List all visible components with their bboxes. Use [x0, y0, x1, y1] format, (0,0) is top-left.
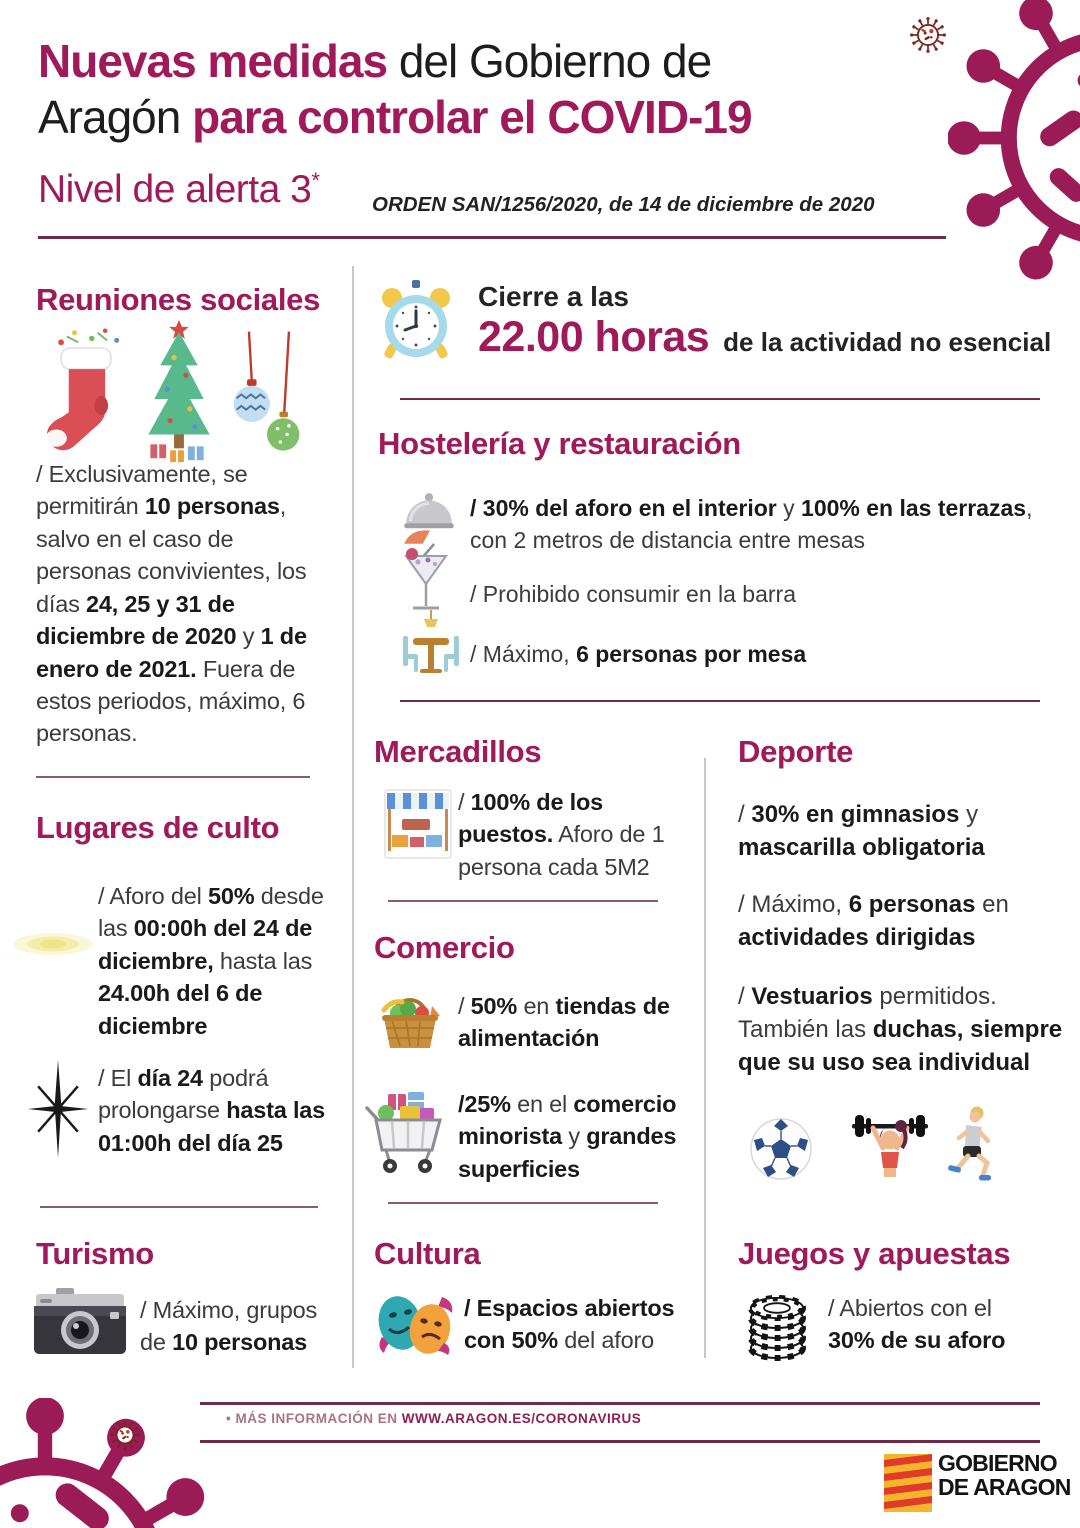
section-title-juegos: Juegos y apuestas [738, 1236, 1011, 1271]
alert-asterisk: * [311, 168, 320, 193]
section-title-cultura: Cultura [374, 1236, 481, 1271]
title-accent-1: Nuevas medidas [38, 35, 388, 87]
runner-icon [938, 1104, 1002, 1186]
juegos-item-1: / Abiertos con el 30% de su aforo [828, 1295, 1006, 1354]
logo-line-1: GOBIERNO [938, 1450, 1057, 1476]
ornaments-icon [228, 330, 308, 476]
page-title [38, 34, 752, 145]
christmas-stocking-icon [40, 320, 132, 470]
serving-cloche-icon [398, 488, 460, 550]
title-rest-1: del Gobierno de [387, 35, 712, 87]
section-title-comercio: Comercio [374, 930, 515, 965]
camera-icon [30, 1286, 130, 1360]
market-stall-icon [384, 788, 452, 860]
aragon-flag-icon [884, 1454, 932, 1512]
closure-time: 22.00 horas [478, 313, 710, 361]
footer-info-prefix: MÁS INFORMACIÓN EN [235, 1411, 398, 1426]
column-divider [352, 266, 354, 1368]
deporte-item-3: / Vestuarios permitidos. También las duchas, siempre que su uso sea individual [738, 983, 1063, 1077]
cultura-item-1: / Espacios abiertos con 50% del aforo [464, 1295, 675, 1354]
closure-block [478, 281, 1051, 362]
reuniones-text: / Exclusivamente, se permitirán 10 personas, salvo en el caso de personas convivientes, los días 24, 25 y 31 de diciembre de 2020 y 1 de enero de 2021. Fuera de estos periodos, máximo, 6 personas. [36, 461, 307, 747]
divider [400, 398, 1040, 400]
section-title-deporte: Deporte [738, 734, 854, 769]
star-icon [24, 1058, 92, 1160]
hosteleria-item-3: / Máximo, 6 personas por mesa [470, 641, 807, 667]
virus-outline-icon [106, 1416, 144, 1454]
section-title-turismo: Turismo [36, 1236, 154, 1271]
title-rest-2: Aragón [38, 90, 193, 143]
section-title-mercadillos: Mercadillos [374, 734, 542, 769]
divider [40, 1206, 318, 1208]
mercadillos-item-1: / 100% de los puestos. Aforo de 1 persona cada 5M2 [458, 789, 665, 880]
closure-suffix: de la actividad no esencial [723, 327, 1052, 357]
theater-masks-icon [372, 1284, 460, 1364]
deporte-item-2: / Máximo, 6 personas en actividades dirigidas [738, 891, 1009, 952]
government-logo-text [938, 1452, 1071, 1499]
turismo-item-1: / Máximo, grupos de 10 personas [140, 1297, 318, 1356]
title-accent-2: para controlar el COVID-19 [192, 90, 752, 143]
hosteleria-item-1: / 30% del aforo en el interior y 100% en las terrazas, con 2 metros de distancia entre mesas [470, 495, 1033, 554]
logo-line-2: DE ARAGON [938, 1473, 1071, 1500]
culto-item-1: / Aforo del 50% desde las 00:00h del 24 de diciembre, hasta las 24.00h del 6 de diciembre [98, 883, 324, 1039]
shopping-cart-icon [362, 1086, 454, 1182]
table-chairs-icon [390, 610, 472, 684]
alert-level: Nivel de alerta 3* [38, 168, 320, 211]
comercio-item-2: /25% en el comercio minorista y grandes superficies [458, 1091, 677, 1182]
section-title-reuniones: Reuniones sociales [36, 282, 321, 317]
order-reference: ORDEN SAN/1256/2020, de 14 de diciembre de 2020 [372, 193, 875, 216]
column-divider [704, 758, 706, 1358]
culto-item-2: / El día 24 podrá prolongarse hasta las 01:00h del día 25 [98, 1065, 326, 1156]
poker-chips-icon [742, 1284, 812, 1362]
section-title-culto: Lugares de culto [36, 810, 280, 845]
section-title-hosteleria: Hostelería y restauración [378, 426, 741, 461]
weightlifting-icon [850, 1108, 930, 1184]
deporte-item-1: / 30% en gimnasios y mascarilla obligatoria [738, 801, 985, 862]
footer-divider [200, 1440, 1040, 1443]
footer-info-url: WWW.ARAGON.ES/CORONAVIRUS [401, 1411, 642, 1426]
candle-glow-icon [10, 915, 96, 973]
header-divider [38, 236, 946, 239]
virus-outline-icon [905, 12, 951, 58]
footer-info [226, 1411, 641, 1426]
footer-divider [200, 1402, 1040, 1405]
closure-prefix: Cierre a las [478, 281, 629, 312]
christmas-tree-icon [140, 318, 218, 474]
virus-icon [948, 0, 1080, 298]
footer-bullet: • [226, 1411, 232, 1426]
divider [36, 776, 310, 778]
soccer-ball-icon [748, 1116, 814, 1182]
hosteleria-item-2: / Prohibido consumir en la barra [470, 581, 796, 607]
food-basket-icon [374, 986, 446, 1058]
alarm-clock-icon [378, 278, 454, 364]
divider [388, 1202, 658, 1204]
divider [400, 700, 1040, 702]
comercio-item-1: / 50% en tiendas de alimentación [458, 993, 670, 1052]
divider [388, 900, 658, 902]
